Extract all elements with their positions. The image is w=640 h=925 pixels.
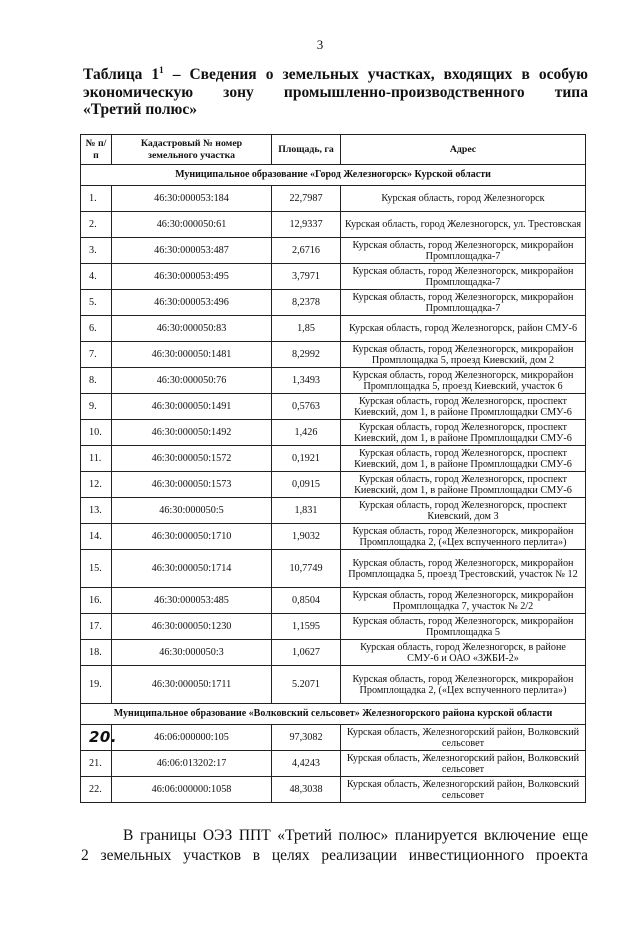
area-value: 2,6716 <box>272 238 341 264</box>
cadastral-number: 46:30:000050:61 <box>112 212 272 238</box>
address: Курская область, город Железногорск, микрорайон Промплощадка 5, проезд Киевский, участок 6 <box>341 368 586 394</box>
address: Курская область, город Железногорск, микрорайон Промплощадка 2, («Цех вспученного перлита») <box>341 666 586 704</box>
table-row <box>81 472 586 498</box>
row-number: 18. <box>81 640 112 666</box>
address: Курская область, город Железногорск, микрорайон Промплощадка-7 <box>341 264 586 290</box>
table-row <box>81 446 586 472</box>
area-value: 3,7971 <box>272 264 341 290</box>
land-plots-table <box>80 134 586 803</box>
row-number: 22. <box>81 777 112 803</box>
row-number: 7. <box>81 342 112 368</box>
row-number: 20. <box>81 725 112 751</box>
table-row <box>81 342 586 368</box>
table-row <box>81 524 586 550</box>
row-number: 9. <box>81 394 112 420</box>
row-number: 17. <box>81 614 112 640</box>
table-row <box>81 368 586 394</box>
cadastral-number: 46:30:000050:1573 <box>112 472 272 498</box>
cadastral-number: 46:30:000050:76 <box>112 368 272 394</box>
area-value: 8,2992 <box>272 342 341 368</box>
header-cadastral: Кадастровый № номер земельного участка <box>112 135 272 165</box>
area-value: 1,0627 <box>272 640 341 666</box>
table-row <box>81 751 586 777</box>
title-footnote-mark: 1 <box>159 65 164 75</box>
row-number: 11. <box>81 446 112 472</box>
cadastral-number: 46:30:000050:83 <box>112 316 272 342</box>
row-number: 21. <box>81 751 112 777</box>
cadastral-number: 46:06:000000:105 <box>112 725 272 751</box>
row-number: 13. <box>81 498 112 524</box>
page-number: 3 <box>316 37 324 52</box>
area-value: 22,7987 <box>272 186 341 212</box>
table-row <box>81 640 586 666</box>
table-row <box>81 588 586 614</box>
row-number: 8. <box>81 368 112 394</box>
area-value: 0,8504 <box>272 588 341 614</box>
table-title <box>83 62 588 119</box>
address: Курская область, Железногорский район, Волковский сельсовет <box>341 751 586 777</box>
row-number: 1. <box>81 186 112 212</box>
row-number: 19. <box>81 666 112 704</box>
header-num: № п/п <box>81 135 112 165</box>
address: Курская область, город Железногорск, микрорайон Промплощадка 5 <box>341 614 586 640</box>
area-value: 1,1595 <box>272 614 341 640</box>
cadastral-number: 46:30:000053:496 <box>112 290 272 316</box>
row-number: 14. <box>81 524 112 550</box>
table-row <box>81 614 586 640</box>
area-value: 4,4243 <box>272 751 341 777</box>
header-area: Площадь, га <box>272 135 341 165</box>
table-row <box>81 238 586 264</box>
cadastral-number: 46:30:000050:1572 <box>112 446 272 472</box>
cadastral-number: 46:30:000050:1714 <box>112 550 272 588</box>
area-value: 0,5763 <box>272 394 341 420</box>
table-row <box>81 212 586 238</box>
cadastral-number: 46:30:000050:1491 <box>112 394 272 420</box>
cadastral-number: 46:30:000050:1492 <box>112 420 272 446</box>
area-value: 0,1921 <box>272 446 341 472</box>
row-number: 15. <box>81 550 112 588</box>
address: Курская область, город Железногорск, в районе СМУ-6 и ОАО «ЗЖБИ-2» <box>341 640 586 666</box>
table-row <box>81 316 586 342</box>
cadastral-number: 46:30:000050:5 <box>112 498 272 524</box>
area-value: 1,9032 <box>272 524 341 550</box>
area-value: 1,426 <box>272 420 341 446</box>
footer-line-2: 2 земельных участков в целях реализации инвестиционного проекта <box>81 847 588 864</box>
address: Курская область, город Железногорск, район СМУ-6 <box>341 316 586 342</box>
group-header: Муниципальное образование «Город Железногорск» Курской области <box>81 165 586 186</box>
row-number: 12. <box>81 472 112 498</box>
area-value: 97,3082 <box>272 725 341 751</box>
cadastral-number: 46:30:000050:1230 <box>112 614 272 640</box>
cadastral-number: 46:30:000053:485 <box>112 588 272 614</box>
address: Курская область, город Железногорск, проспект Киевский, дом 1, в районе Промплощадки СМУ-6 <box>341 472 586 498</box>
cadastral-number: 46:06:013202:17 <box>112 751 272 777</box>
address: Курская область, город Железногорск, проспект Киевский, дом 1, в районе Промплощадки СМУ-6 <box>341 394 586 420</box>
table-row <box>81 725 586 751</box>
cadastral-number: 46:30:000050:1481 <box>112 342 272 368</box>
cadastral-number: 46:30:000050:1710 <box>112 524 272 550</box>
address: Курская область, город Железногорск, проспект Киевский, дом 1, в районе Промплощадки СМУ-6 <box>341 420 586 446</box>
area-value: 8,2378 <box>272 290 341 316</box>
title-rest: – Сведения о земельных участках, входящих в особую <box>163 66 589 83</box>
area-value: 1,85 <box>272 316 341 342</box>
footer-paragraph <box>81 826 588 866</box>
cadastral-number: 46:30:000053:495 <box>112 264 272 290</box>
group-header: Муниципальное образование «Волковский сельсовет» Железногорского района курской области <box>81 704 586 725</box>
cadastral-number: 46:30:000053:184 <box>112 186 272 212</box>
table-row <box>81 420 586 446</box>
address: Курская область, город Железногорск, микрорайон Промплощадка 7, участок № 2/2 <box>341 588 586 614</box>
table-row <box>81 186 586 212</box>
area-value: 10,7749 <box>272 550 341 588</box>
table-row <box>81 394 586 420</box>
group-header-row <box>81 165 586 186</box>
table-row <box>81 550 586 588</box>
row-number: 2. <box>81 212 112 238</box>
title-prefix: Таблица 1 <box>83 66 160 83</box>
group-header-row <box>81 704 586 725</box>
row-number: 16. <box>81 588 112 614</box>
title-line-2: экономическую зону промышленно-производственного типа <box>83 83 588 101</box>
table-row <box>81 777 586 803</box>
address: Курская область, город Железногорск, ул. Трестовская <box>341 212 586 238</box>
cadastral-number: 46:30:000050:1711 <box>112 666 272 704</box>
address: Курская область, город Железногорск, микрорайон Промплощадка 5, проезд Киевский, дом 2 <box>341 342 586 368</box>
area-value: 5.2071 <box>272 666 341 704</box>
area-value: 1,3493 <box>272 368 341 394</box>
row-number: 4. <box>81 264 112 290</box>
table-row <box>81 666 586 704</box>
area-value: 1,831 <box>272 498 341 524</box>
address: Курская область, город Железногорск <box>341 186 586 212</box>
address: Курская область, город Железногорск, микрорайон Промплощадка 5, проезд Трестовский, участок № 12 <box>341 550 586 588</box>
area-value: 12,9337 <box>272 212 341 238</box>
address: Курская область, город Железногорск, микрорайон Промплощадка 2, («Цех вспученного перлита») <box>341 524 586 550</box>
header-address: Адрес <box>341 135 586 165</box>
address: Курская область, Железногорский район, Волковский сельсовет <box>341 725 586 751</box>
table-row <box>81 290 586 316</box>
address: Курская область, город Железногорск, микрорайон Промплощадка-7 <box>341 238 586 264</box>
row-number: 3. <box>81 238 112 264</box>
table-row <box>81 498 586 524</box>
footer-line-1: В границы ОЭЗ ППТ «Третий полюс» планируется включение еще <box>123 827 588 844</box>
cadastral-number: 46:30:000050:3 <box>112 640 272 666</box>
area-value: 0,0915 <box>272 472 341 498</box>
row-number: 6. <box>81 316 112 342</box>
cadastral-number: 46:06:000000:1058 <box>112 777 272 803</box>
address: Курская область, Железногорский район, Волковский сельсовет <box>341 777 586 803</box>
title-line-3: «Третий полюс» <box>83 101 197 118</box>
row-number: 5. <box>81 290 112 316</box>
table-row <box>81 264 586 290</box>
address: Курская область, город Железногорск, микрорайон Промплощадка-7 <box>341 290 586 316</box>
cadastral-number: 46:30:000053:487 <box>112 238 272 264</box>
address: Курская область, город Железногорск, проспект Киевский, дом 1, в районе Промплощадки СМУ-6 <box>341 446 586 472</box>
row-number: 10. <box>81 420 112 446</box>
address: Курская область, город Железногорск, проспект Киевский, дом 3 <box>341 498 586 524</box>
area-value: 48,3038 <box>272 777 341 803</box>
